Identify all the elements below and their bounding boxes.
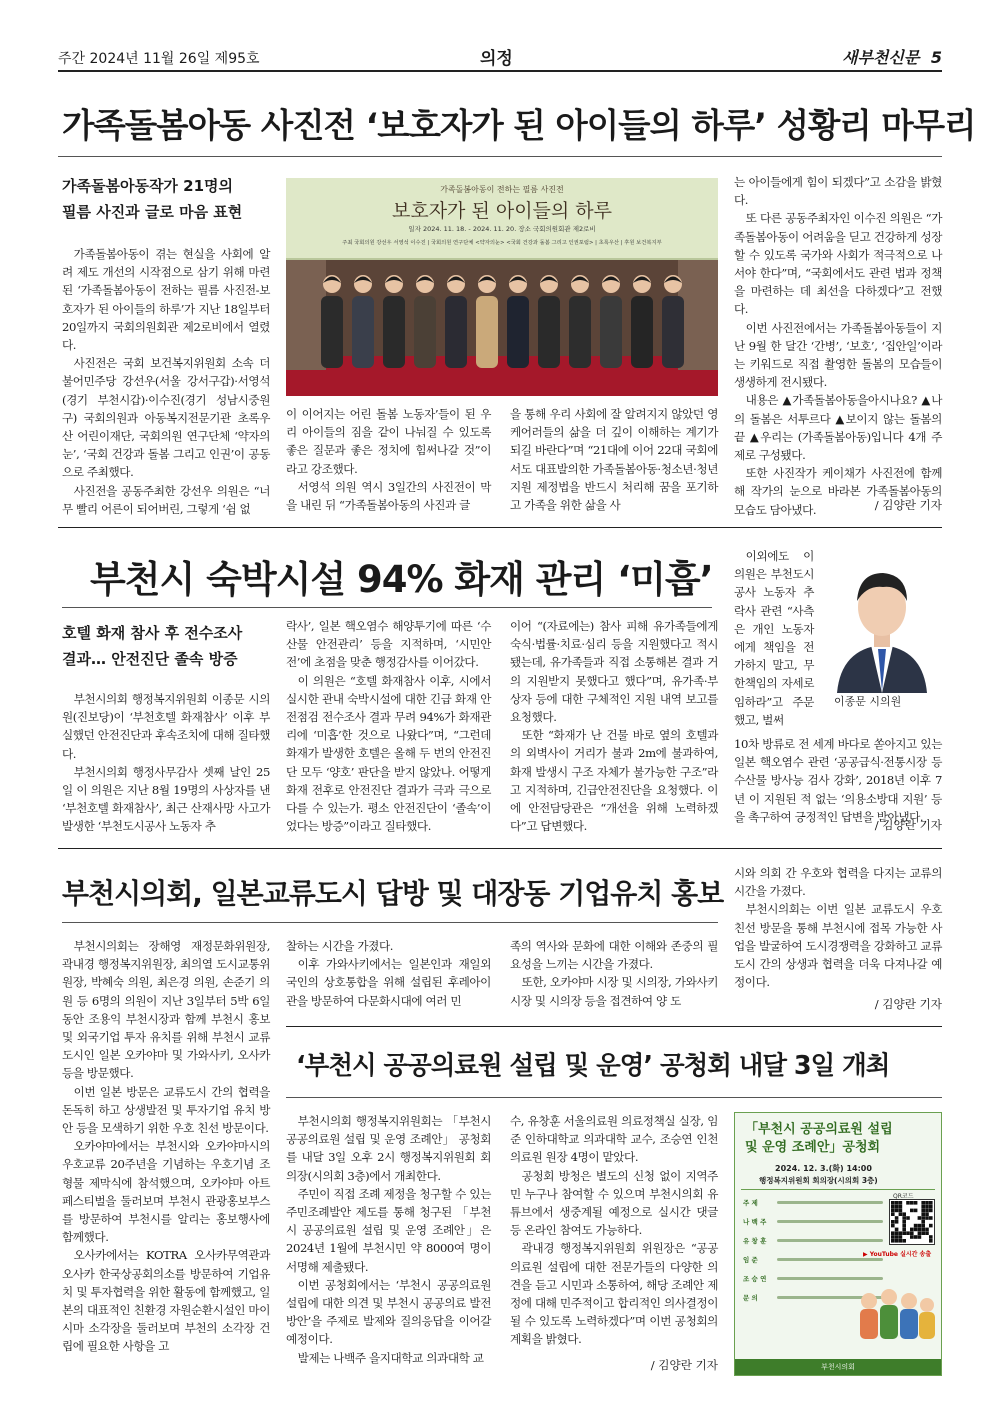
article3-col2: [286, 937, 491, 1012]
paragraph: 공청회 방청은 별도의 신청 없이 지역주민 누구나 참여할 수 있으며 부천시의회 유튜브에서 생중계될 예정으로 실시간 댓글 등 온라인 참여도 가능하다.: [510, 1168, 718, 1238]
poster-row-label: 문 의: [743, 1293, 758, 1302]
poster-row-text: [777, 1277, 883, 1280]
hearing-poster: [734, 1112, 942, 1376]
paragraph: 부천시의회 행정복지위원회는 「부천시 공공의료원 설립 및 운영 조례안」 공청회를 내달 3일 오후 2시 행정복지위원회 회의장(시의회 3층)에서 개최한다.: [286, 1114, 491, 1183]
paragraph: 사진전은 국회 보건복지위원회 소속 더불어민주당 강선우(서울 강서구갑)·서영석(경기 부천시갑)·이수진(경기 성남시중원구) 국회의원과 아동복지전문기관 초록우산 어린이재단, 국회의원 연구단체 ‘약자의눈’, ‘국회 건강과 돌봄 그리고 인권’이 공동으로 주최했다.: [62, 356, 270, 480]
poster-title-line: 및 운영 조례안」공청회: [745, 1140, 881, 1155]
article2-col1: [62, 690, 270, 835]
youtube-label: YouTube 실시간 송출: [869, 1251, 932, 1258]
group-photo-people: [286, 260, 718, 396]
article2-col4: [734, 735, 942, 830]
divider: [62, 922, 718, 923]
paragraph: 락사’, 일본 핵오염수 해양투기에 따른 ‘수산물 안전관리’ 등을 지적하며, ‘시민안전’에 초점을 맞춘 행정감사를 이어갔다.: [286, 619, 491, 670]
article3-col3: [510, 937, 718, 1012]
banner-title: 보호자가 된 아이들의 하루: [391, 200, 612, 222]
section-title: 의정: [480, 49, 513, 69]
paragraph: 이번 공청회에서는 ‘부천시 공공의료원 설립에 대한 의견 및 부천시 공공의료 발전 방안’을 주제로 발제와 질의응답을 이어갈 예정이다.: [286, 1277, 491, 1347]
divider: [286, 1097, 942, 1098]
paragraph: 가족돌봄아동이 겪는 현실을 사회에 알려 제도 개선의 시작점으로 삼기 위해 마련된 ‘가족돌봄아동이 전하는 필름 사진전-보호자가 된 아이들의 하루’가 지난 18일부터 20일까지 국회의원회관 제2로비에서 열렸다.: [62, 247, 270, 353]
article1-subheadline: [62, 173, 277, 225]
paragraph: 곽내경 행정복지위원회 위원장은 “공공의료원 설립에 대한 전문가들의 다양한 의견을 듣고 시민과 소통하여, 해당 조례안 제정에 대해 민주적이고 합리적인 의사결정이 될 수 있도록 노력하겠다”며 이번 공청회의 계획을 밝혔다.: [510, 1241, 718, 1347]
article1-headline: 가족돌봄아동 사진전 ‘보호자가 된 아이들의 하루’ 성황리 마무리: [62, 106, 976, 145]
poster-row-label: 임 준: [743, 1255, 758, 1264]
poster-date: 2024. 12. 3.(화) 14:00: [775, 1164, 872, 1173]
exhibition-photo: [286, 178, 718, 396]
paragraph: 시와 의회 간 우호와 협력을 다지는 교류의 시간을 가졌다.: [734, 866, 942, 899]
divider: [286, 1026, 942, 1027]
poster-footer: 부천시의회: [735, 1359, 941, 1375]
article1-byline: / 김양란 기자: [874, 498, 942, 512]
poster-divider: [741, 1189, 935, 1190]
paper-masthead: [842, 45, 942, 68]
poster-row: [743, 1233, 883, 1247]
article4-col2: [286, 1112, 491, 1377]
article3-col1: [62, 937, 270, 1377]
qr-code-icon: [889, 1199, 935, 1245]
paragraph: 부천시의회 행정사무감사 셋째 날인 25일 이 의원은 지난 8월 19명의 사상자를 낸 ‘부천호텔 화재참사’, 최근 산재사망 사고가 발생한 ‘부천도시공사 노동자 추: [62, 764, 270, 834]
poster-row-text: [777, 1201, 883, 1204]
article4-col3: [510, 1112, 718, 1357]
article2-col3: [510, 617, 718, 837]
paragraph: 서영석 의원 역시 3일간의 사진전이 막을 내린 뒤 “가족돌봄아동의 사진과 글: [286, 479, 491, 513]
poster-row-label: 주 제: [743, 1198, 758, 1207]
poster-row: [743, 1252, 883, 1266]
subheadline-line: 호텔 화재 참사 후 전수조사: [62, 624, 243, 642]
paragraph: 이 이어지는 어린 돌봄 노동자’들이 된 우리 아이들의 짐을 같이 나눠질 수 있도록 좋은 질문과 좋은 정치에 힘써나갈 것”이라고 강조했다.: [286, 407, 491, 476]
poster-row-label: 나 백 주: [743, 1217, 767, 1226]
poster-title: [745, 1121, 893, 1157]
article2-headline: 부천시 숙박시설 94% 화재 관리 ‘미흡’: [90, 558, 713, 601]
article2-subheadline: [62, 620, 272, 672]
article2-col4-wrap: [734, 547, 814, 735]
article3-col4: [734, 864, 942, 994]
paragraph: 오카야마에서는 부천시와 오카야마시의 우호교류 20주년을 기념하는 우호기념 조형물 제막식에 참석했으며, 오카야마 아트페스티벌을 둘러보며 부천시 관광홍보부스를 방문하여 부천시를 알리는 홍보행사에 함께했다.: [62, 1139, 270, 1245]
poster-row: [743, 1214, 883, 1228]
qr-label: QR코드: [893, 1193, 914, 1200]
paragraph: 이 의원은 “호텔 화재참사 이후, 시에서 실시한 관내 숙박시설에 대한 긴급 화재 안전점검 전수조사 결과 무려 94%가 화재관리에 ‘미흡’한 것으로 나왔다”며, “그런데 화재가 발생한 호텔은 올해 두 번의 안전진단 모두 ‘양호’ 판단을 받지 않았나. 어떻게 화재 전후로 안전진단 결과가 극과 극으로 다를 수 있는가. 평소 안전진단이 ‘졸속’이었다는 방증”이라고 질타했다.: [286, 673, 491, 834]
paragraph: 족의 역사와 문화에 대한 이해와 존중의 필요성을 느끼는 시간을 가졌다.: [510, 939, 718, 972]
article3-headline: 부천시의회, 일본교류도시 답방 및 대장동 기업유치 홍보: [62, 877, 724, 910]
poster-row-text: [777, 1239, 883, 1242]
exhibition-banner: [286, 178, 718, 260]
article1-col1: [62, 245, 270, 515]
article1-col2: [286, 405, 491, 515]
paragraph: 발제는 나백주 을지대학교 의과대학 교: [297, 1350, 484, 1365]
paragraph: 이후 가와사키에서는 일본인과 재일외국인의 상호통합을 위해 설립된 후레아이관을 방문하여 다문화시대에 여러 민: [286, 957, 491, 1008]
paragraph: 이번 일본 방문은 교류도시 간의 협력을 돈독히 하고 상생발전 및 투자기업 유치 방안 등을 모색하기 위한 우호 친선 방문이다.: [62, 1084, 270, 1136]
paragraph: 을 통해 우리 사회에 잘 알려지지 않았던 영케어러들의 삶을 더 깊이 이해하는 계기가 되길 바란다”며 “21대에 이어 22대 국회에서도 대표발의한 가족돌봄아동·청소년·청년 지원 제정법을 반드시 처리해 꿈을 포기하고 가족을 위한 삶을 사: [510, 407, 718, 513]
paragraph: 주민이 직접 조례 제정을 청구할 수 있는 주민조례발안 제도를 통해 청구된 「부천시 공공의료원 설립 및 운영 조례안」은 2024년 1월에 부천시민 약 8000여 명이 서명해 제출됐다.: [286, 1186, 491, 1274]
paragraph: 찰하는 시간을 가졌다.: [286, 939, 394, 953]
portrait-image: [823, 545, 941, 693]
youtube-notice: [863, 1249, 931, 1258]
paragraph: 사진전을 공동주최한 강선우 의원은 “너무 빨리 어른이 되어버린, 그렇게 ‘쉼 없: [62, 483, 270, 516]
youtube-icon: ▶: [863, 1251, 868, 1258]
councilor-portrait: [823, 545, 941, 693]
banner-small-text: 가족돌봄아동이 전하는 필름 사진전: [440, 185, 564, 194]
poster-row-text: [777, 1220, 883, 1223]
poster-row-label: 조 승 연: [743, 1274, 767, 1283]
divider: [62, 607, 712, 608]
paper-name: 새부천신문: [842, 48, 920, 67]
paragraph: 또한, 오카야마 시장 및 시의장, 가와사키 시장 및 시의장 등을 접견하여 양 도: [510, 975, 718, 1008]
portrait-caption: 이종문 시의원: [834, 695, 902, 708]
paragraph: 10차 방류로 전 세계 바다로 쏟아지고 있는 일본 핵오염수 관련 ‘공공급식·전통시장 등 수산물 방사능 검사 강화’, 2018년 이후 7년 이 지원된 적 없는 ‘의용소방대 지원’ 등을 촉구하여 긍정적인 답변을 받아냈다.: [734, 737, 942, 824]
article2-col2: [286, 617, 491, 837]
subheadline-line: 필름 사진과 글로 마음 표현: [62, 203, 243, 221]
article2-byline: / 김양란 기자: [874, 818, 942, 832]
paragraph: 이어 “(자료에는) 참사 피해 유가족들에게 숙식·법률·치료·심리 등을 지원했다고 적시됐는데, 유가족들과 직접 소통해본 결과 거의 지원받지 못했다고 했다”며, 유가족·부상자 등에 대한 구체적인 지원 내역 보고를 요청했다.: [510, 619, 718, 725]
poster-title-line: 「부천시 공공의료원 설립: [745, 1122, 893, 1137]
poster-row-label: 유 창 훈: [743, 1236, 767, 1245]
article4-byline: / 김양란 기자: [650, 1358, 718, 1372]
paragraph: 부천시의회는 장해영 재정문화위원장, 곽내경 행정복지위원장, 최의열 도시교통위원장, 박혜숙 의원, 최은경 의원, 손준기 의원 등 6명의 의원이 지난 3일부터 5박 6일 동안 조용익 부천시장과 함께 부천시 홍보 및 외국기업 투자 유치를 위해 부천시 교류도시인 일본 오카야마 및 가와사키, 오사카 등을 방문했다.: [62, 939, 270, 1081]
subheadline-line: 결과… 안전진단 졸속 방증: [62, 650, 238, 668]
poster-row: [743, 1195, 883, 1209]
poster-place: 행정복지위원회 회의장(시의회 3층): [759, 1176, 878, 1185]
divider: [58, 156, 942, 157]
divider: [58, 527, 942, 528]
page-number: 5: [930, 48, 942, 67]
paragraph: 이외에도 이 의원은 부천도시공사 노동자 추락사 관련 “사측은 개인 노동자에게 책임을 전가하지 말고, 무한책임의 자세로 임하라”고 주문했고, 벌써: [734, 549, 814, 727]
paragraph: 수, 유창훈 서울의료원 의료정책실 실장, 임준 인하대학교 의과대학 교수, 조승연 인천의료원 원장 4명이 맡았다.: [510, 1114, 718, 1165]
paragraph: 부천시의회는 이번 일본 교류도시 우호친선 방문을 통해 부천시에 접목 가능한 사업을 발굴하여 도시경쟁력을 강화하고 교류 도시 간의 상생과 협력을 더욱 다져나갈 예정이다.: [734, 902, 942, 990]
paragraph: 내용은 ▲가족돌봄아동을아시나요? ▲나의 돌봄은 서투르다 ▲보이지 않는 돌봄의 끝 ▲우리는 (가족돌봄아동)입니다 4개 주제로 구성됐다.: [734, 393, 942, 463]
paragraph: 오사카에서는 KOTRA 오사카무역관과 오사카 한국상공회의소를 방문하여 기업유치 및 투자협력을 위한 활동에 함께했고, 일본의 대표적인 친환경 자원순환시설인 마이시마 소각장을 둘러보며 부천의 소각장 건립에 필요한 사항을 고: [62, 1248, 270, 1354]
paragraph: 는 아이들에게 힘이 되겠다”고 소감을 밝혔다.: [734, 175, 942, 208]
article4-headline: ‘부천시 공공의료원 설립 및 운영’ 공청회 내달 3일 개최: [296, 1051, 890, 1081]
divider: [58, 848, 942, 849]
paragraph: 또한 사진작가 케이채가 사진전에 함께 해 작가의 눈으로 바라본 가족돌봄아동의 모습도 담아냈다.: [734, 466, 942, 517]
article1-col3: [510, 405, 718, 515]
paragraph: 또한 “화재가 난 건물 바로 옆의 호텔과의 외벽사이 거리가 불과 2m에 불과하여, 화재 발생시 구조 자체가 불가능한 구조”라고 지적하며, 긴급안전진단을 요청했다. 이에 안전담당관은 “개선을 위해 노력하겠다”고 답변했다.: [510, 728, 718, 834]
paragraph: 또 다른 공동주최자인 이수진 의원은 “가족돌봄아동이 어려움을 딛고 건강하게 성장할 수 있도록 국가와 사회가 적극적으로 나서야 한다”며, “국회에서도 관련 법과 정책을 마련하는 데 최선을 다하겠다”고 전했다.: [734, 211, 942, 317]
crowd-illustration: [855, 1281, 939, 1351]
paragraph: 부천시의회 행정복지위원회 이종문 시의원(진보당)이 ‘부천호텔 화재참사’ 이후 부실했던 안전진단과 후속조치에 대해 질타했다.: [62, 692, 270, 761]
banner-hosts: 주최 국회의원 강선우 서영석 이수진 | 국회의원 연구단체 <약자의눈> <국회 건강과 돌봄 그리고 인권포럼> | 초록우산 | 후원 보건복지부: [342, 240, 662, 246]
subheadline-line: 가족돌봄아동작가 21명의: [62, 177, 233, 195]
issue-date: 주간 2024년 11월 26일 제95호: [58, 51, 260, 67]
header-rule: [58, 70, 942, 72]
banner-dates: 일자 2024. 11. 18. - 2024. 11. 20. 장소 국회의원회관 제2로비: [408, 225, 596, 233]
paragraph: 이번 사진전에서는 가족돌봄아동들이 지난 9월 한 달간 ‘간병’, ‘보호’, ‘집안일’이라는 키워드로 직접 촬영한 돌봄의 모습들이 생생하게 전시됐다.: [734, 320, 942, 390]
article3-byline: / 김양란 기자: [874, 997, 942, 1011]
